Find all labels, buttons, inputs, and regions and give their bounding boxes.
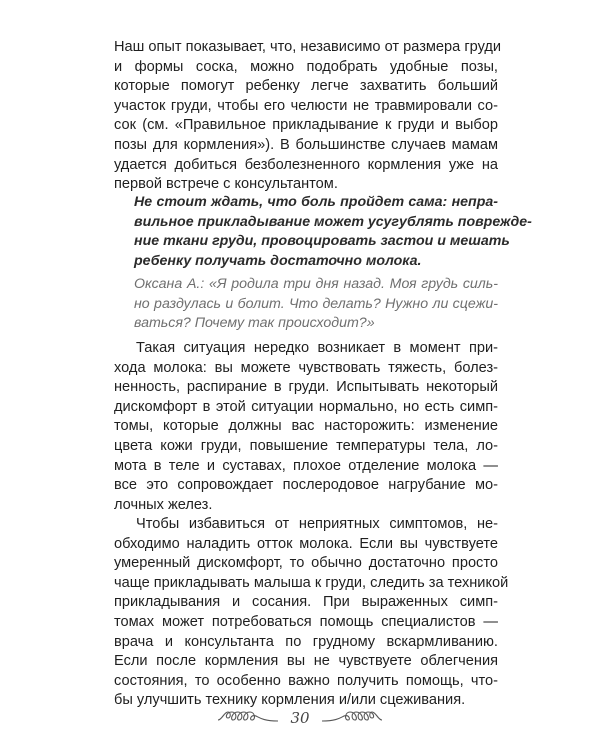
text-line: томы, которые должны вас насторожить: изменение <box>114 418 498 435</box>
text-line: лочных желез. <box>114 496 213 513</box>
text-line: но раздулась и болит. Что делать? Нужно ли сцежи- <box>134 295 498 312</box>
text-line: ребенку получать достаточно молока. <box>134 252 422 269</box>
text-line: чаще прикладывать малыша к груди, следить за техникой <box>114 574 509 591</box>
loop-flourish-icon <box>216 708 280 728</box>
text-line: и формы соска, можно подобрать удобные позы, <box>114 58 498 75</box>
text-line: дискомфорт в этой ситуации нормально, но есть симп- <box>114 398 498 415</box>
callout-quote <box>134 275 498 334</box>
text-line: ненность, распирание в груди. Испытывать некоторый <box>114 379 498 396</box>
text-line: ваться? Почему так происходит?» <box>134 315 375 332</box>
text-line: Если после кормления вы не чувствуете облегчения <box>114 653 498 670</box>
text-line: участок груди, чтобы его челюсти не травмировали со- <box>114 97 498 114</box>
text-line: Такая ситуация нередко возникает в момент при- <box>136 340 498 356</box>
text-line: врача и консультанта по грудному вскармливанию. <box>114 633 498 650</box>
text-line: обходимо наладить отток молока. Если вы чувствуете <box>114 535 498 552</box>
text-line: позы для кормления»). В большинстве случаев мамам <box>114 136 498 153</box>
text-line: Оксана А.: «Я родила три дня назад. Моя грудь силь- <box>134 276 498 292</box>
text-line: состояния, то особенно важно получить помощь, что- <box>114 672 498 689</box>
text-line: первой встрече с консультантом. <box>114 176 338 193</box>
text-line: хода молока: вы можете чувствовать тяжесть, болез- <box>114 359 498 376</box>
text-line: томах может потребоваться помощь специалистов — <box>114 613 498 630</box>
text-line: все это сопровождает послеродовое нагрубание мо- <box>114 477 498 494</box>
text-line: вильное прикладывание может усугублять поврежде- <box>134 213 532 230</box>
loop-flourish-icon <box>320 708 384 728</box>
text-line: цвета кожи груди, повышение температуры тела, ло- <box>114 437 498 454</box>
text-line: Наш опыт показывает, что, независимо от размера груди <box>114 39 502 55</box>
callout-emphasis <box>134 193 532 271</box>
page-footer <box>0 706 600 730</box>
text-line: бы улучшить технику кормления и/или сцеживания. <box>114 692 466 709</box>
text-line: Чтобы избавиться от неприятных симптомов, не- <box>136 516 498 532</box>
text-line: Не стоит ждать, что боль пройдет сама: непра- <box>134 194 498 210</box>
text-line: которые помогут ребенку легче захватить больший <box>114 78 498 95</box>
paragraph-relief <box>114 515 509 711</box>
page-number: 30 <box>290 709 310 727</box>
text-line: мота в теле и суставах, плохое отделение молока — <box>114 457 498 474</box>
text-line: сок (см. «Правильное прикладывание к груди и выбор <box>114 117 498 134</box>
text-line: ние ткани груди, провоцировать застои и мешать <box>134 233 510 250</box>
text-line: удается добиться безболезненного кормления уже на <box>114 156 498 173</box>
text-line: умеренный дискомфорт, то обычно достаточно просто <box>114 555 498 572</box>
text-line: прикладывания и сосания. При выраженных симп- <box>114 594 498 611</box>
paragraph-engorgement <box>114 339 498 515</box>
paragraph-intro <box>114 38 502 195</box>
